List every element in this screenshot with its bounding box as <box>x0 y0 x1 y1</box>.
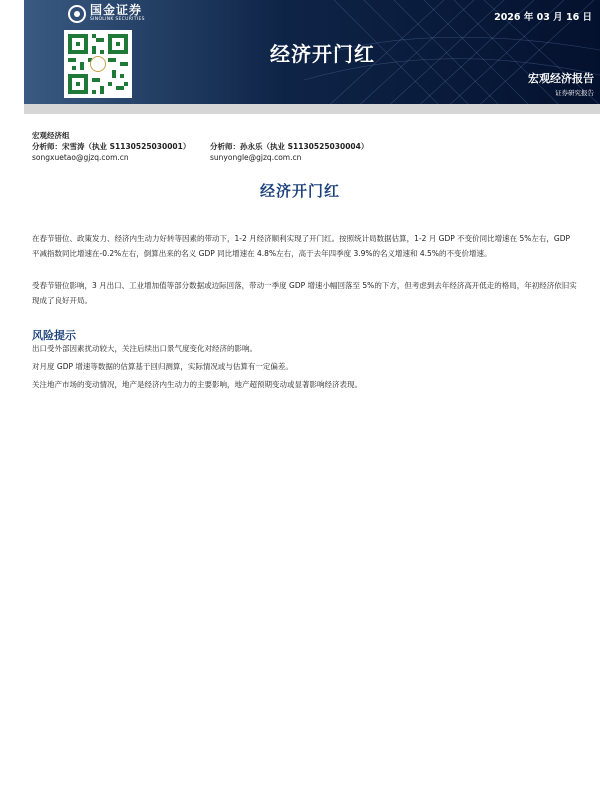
banner-divider <box>24 104 600 114</box>
team-name: 宏观经济组 <box>32 131 70 140</box>
report-subtype: 证券研究报告 <box>555 89 594 97</box>
logo-cn: 国金证券 <box>90 3 143 17</box>
logo-en: SINOLINK SECURITIES <box>90 17 145 22</box>
qr-logo-icon <box>90 56 106 72</box>
risk-heading: 风险提示 <box>32 329 76 342</box>
logo-icon <box>68 5 86 23</box>
qr-code-icon <box>64 30 132 98</box>
header-banner <box>24 0 600 110</box>
analyst-1: 分析师：宋雪涛（执业 S1130525030001） <box>32 142 191 151</box>
report-type: 宏观经济报告 <box>528 72 594 85</box>
risk-item-3: 关注地产市场的变动情况，地产是经济内生动力的主要影响，地产超预期变动或显著影响经济表现。 <box>32 380 362 389</box>
company-logo <box>68 4 145 23</box>
risk-item-1: 出口受外部因素扰动较大，关注后续出口景气度变化对经济的影响。 <box>32 344 257 353</box>
analyst-2-email[interactable]: sunyongle@gjzq.com.cn <box>210 153 302 162</box>
page-title: 经济开门红 <box>259 182 340 200</box>
risk-item-2: 对月度 GDP 增速等数据的估算基于回归测算，实际情况或与估算有一定偏差。 <box>32 362 293 371</box>
report-date: 2026 年 03 月 16 日 <box>494 12 592 23</box>
summary-paragraph-1: 在春节错位、政策发力、经济内生动力好转等因素的带动下，1-2 月经济顺利实现了开门红。按照统计局数据估算，1-2 月 GDP 不变价同比增速在 5%左右，GDP 平减指数同比增速在-0.2%左右，倒算出来的名义 GDP 同比增速在 4.8%左右，高于去年四季度 3.9%的名义增速和 4.5%的不变价增速。 <box>32 234 571 258</box>
banner-title: 经济开门红 <box>270 42 375 66</box>
analyst-1-email[interactable]: songxuetao@gjzq.com.cn <box>32 153 129 162</box>
analyst-2: 分析师：孙永乐（执业 S1130525030004） <box>210 142 369 151</box>
summary-paragraph-2: 受春节错位影响，3 月出口、工业增加值等部分数据或边际回落，带动一季度 GDP 增速小幅回落至 5%的下方，但考虑到去年经济高开低走的格局，年初经济依旧实现成了良好开局。 <box>32 281 577 305</box>
